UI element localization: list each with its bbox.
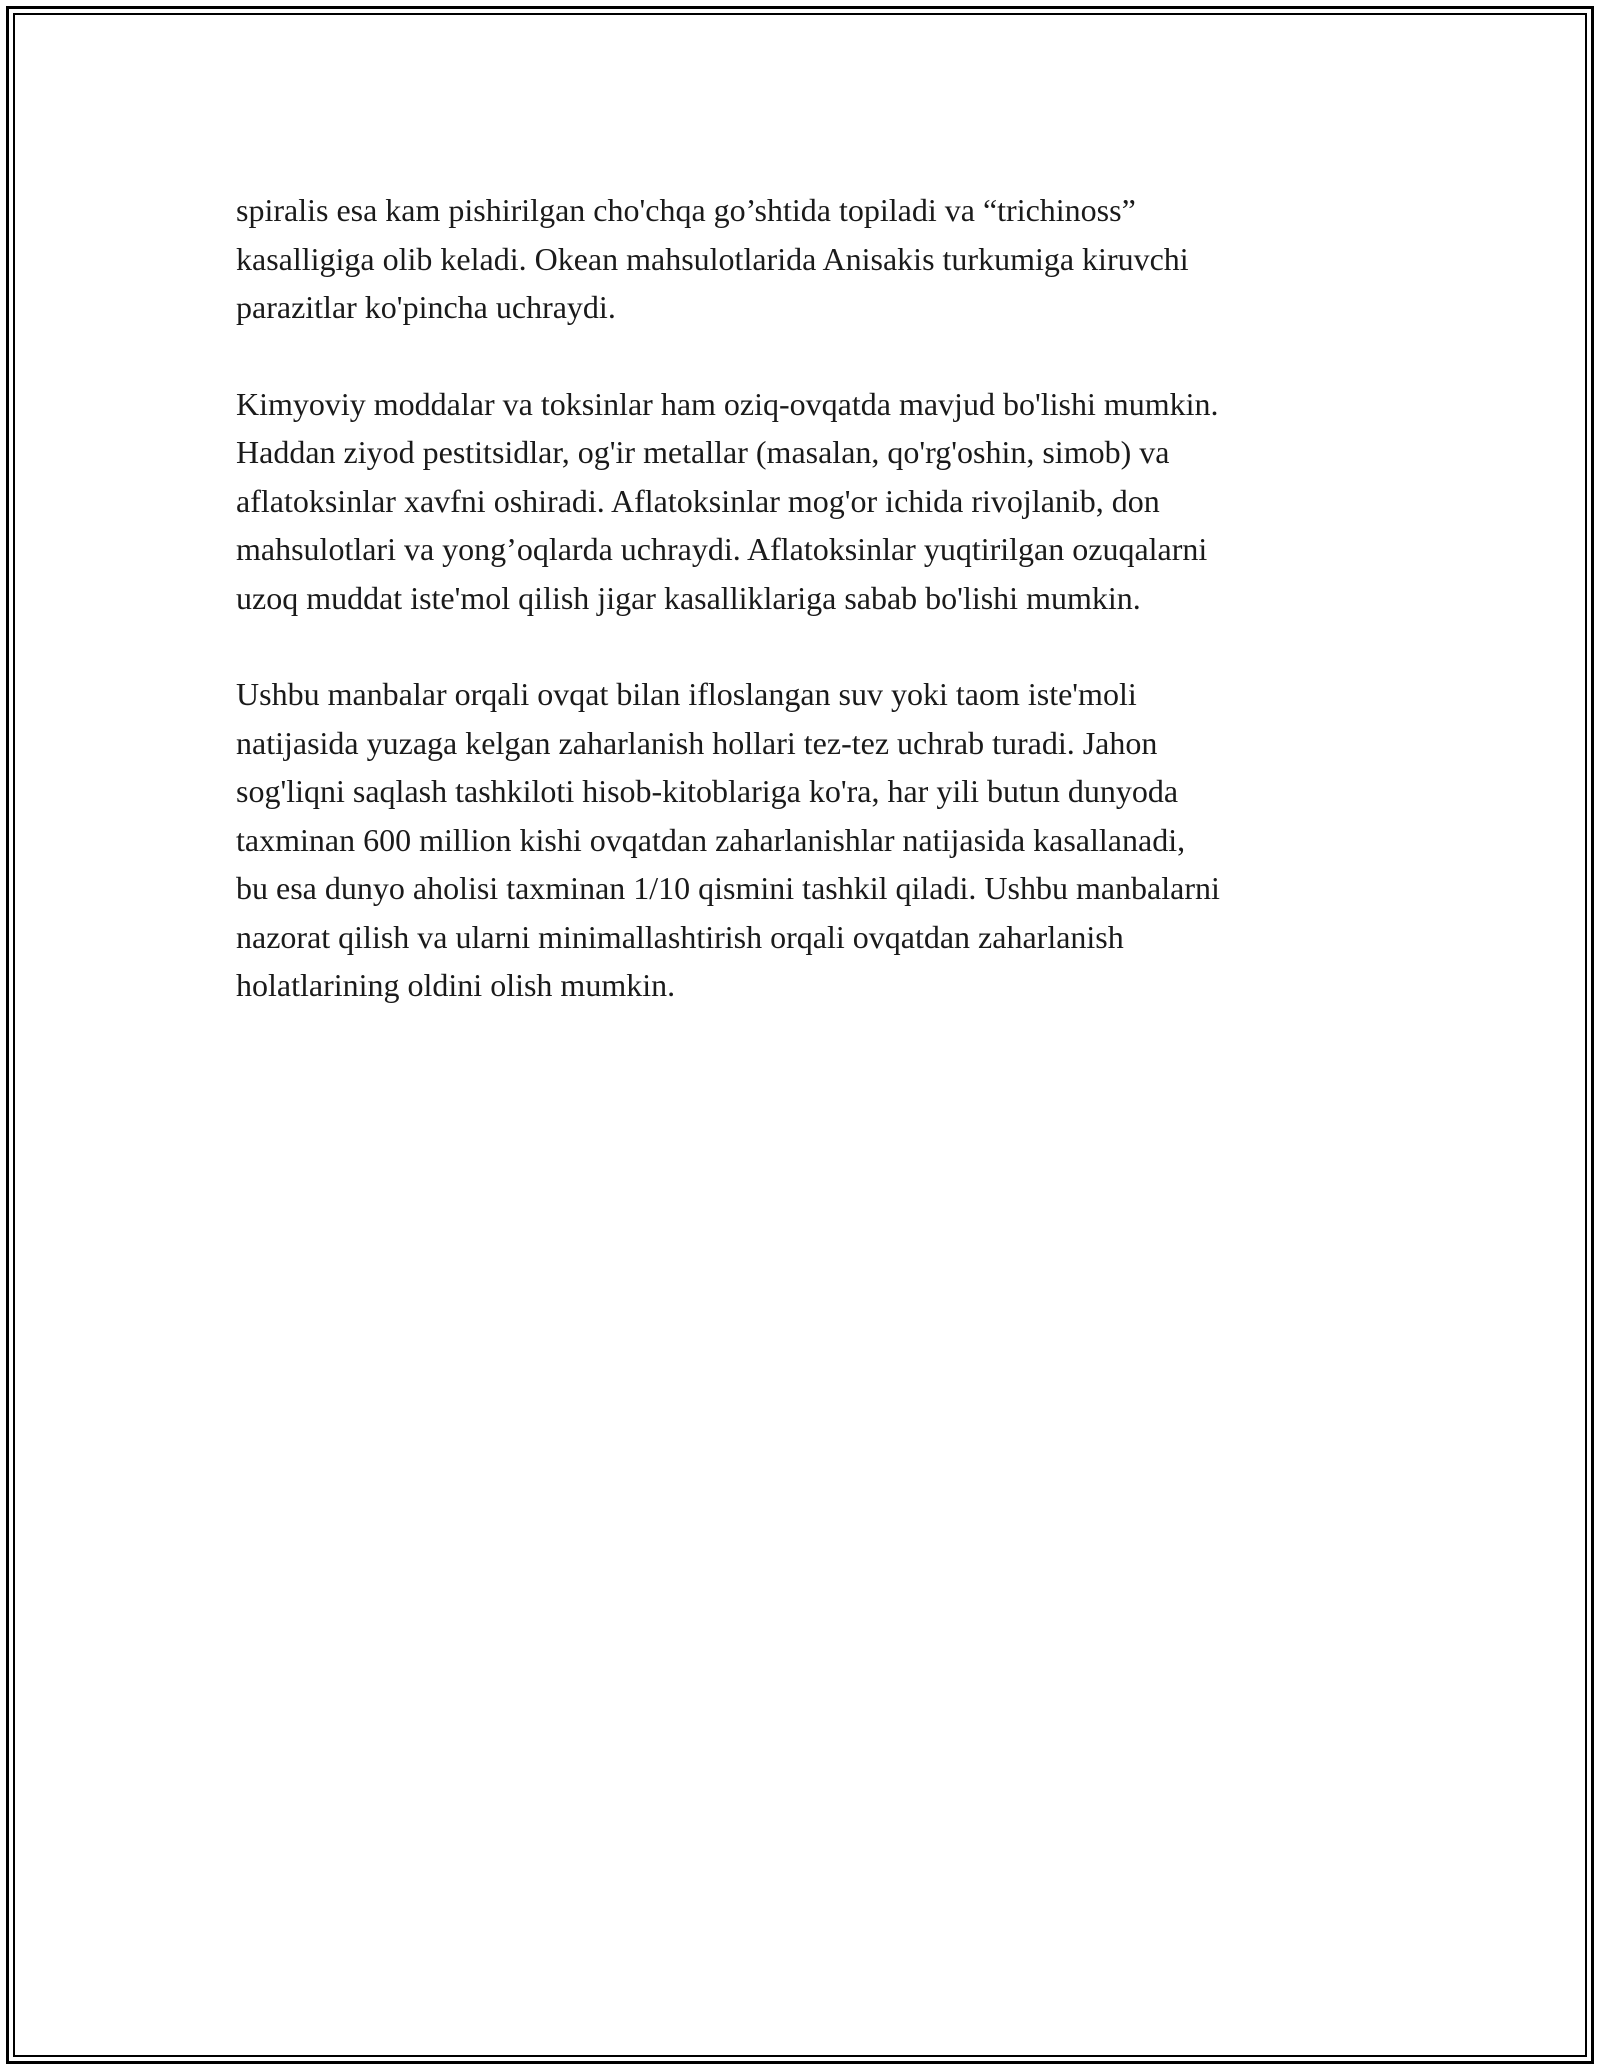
text-line: Kimyoviy moddalar va toksinlar ham oziq-ovqatda mavjud bo'lishi mumkin.: [236, 385, 1219, 422]
text-line: uzoq muddat iste'mol qilish jigar kasalliklariga sabab bo'lishi mumkin.: [236, 579, 1141, 616]
text-line: mahsulotlari va yong’oqlarda uchraydi. Aflatoksinlar yuqtirilgan ozuqalarni: [236, 531, 1208, 567]
document-body: [236, 186, 1386, 1058]
text-line: parazitlar ko'pincha uchraydi.: [236, 289, 616, 325]
paragraph-3: [236, 670, 1386, 1010]
text-line: taxminan 600 million kishi ovqatdan zaharlanishlar natijasida kasallanadi,: [236, 821, 1186, 858]
text-line: holatlarining oldini olish mumkin.: [236, 967, 676, 1003]
text-line: spiralis esa kam pishirilgan cho'chqa go’shtida topiladi va “trichinoss”: [236, 192, 1136, 228]
text-line: natijasida yuzaga kelgan zaharlanish hollari tez-tez uchrab turadi. Jahon: [236, 724, 1158, 761]
text-line: nazorat qilish va ularni minimallashtirish orqali ovqatdan zaharlanish: [236, 918, 1124, 955]
text-line: bu esa dunyo aholisi taxminan 1/10 qismini tashkil qiladi. Ushbu manbalarni: [236, 870, 1220, 906]
text-line: kasalligiga olib keladi. Okean mahsulotlarida Anisakis turkumiga kiruvchi: [236, 240, 1189, 277]
paragraph-2: [236, 380, 1386, 623]
text-line: Ushbu manbalar orqali ovqat bilan ifloslangan suv yoki taom iste'moli: [236, 676, 1137, 712]
paragraph-1: [236, 186, 1386, 332]
text-line: Haddan ziyod pestitsidlar, og'ir metallar (masalan, qo'rg'oshin, simob) va: [236, 434, 1170, 470]
text-line: sog'liqni saqlash tashkiloti hisob-kitoblariga ko'ra, har yili butun dunyoda: [236, 773, 1179, 809]
text-line: aflatoksinlar xavfni oshiradi. Aflatoksinlar mog'or ichida rivojlanib, don: [236, 482, 1160, 519]
